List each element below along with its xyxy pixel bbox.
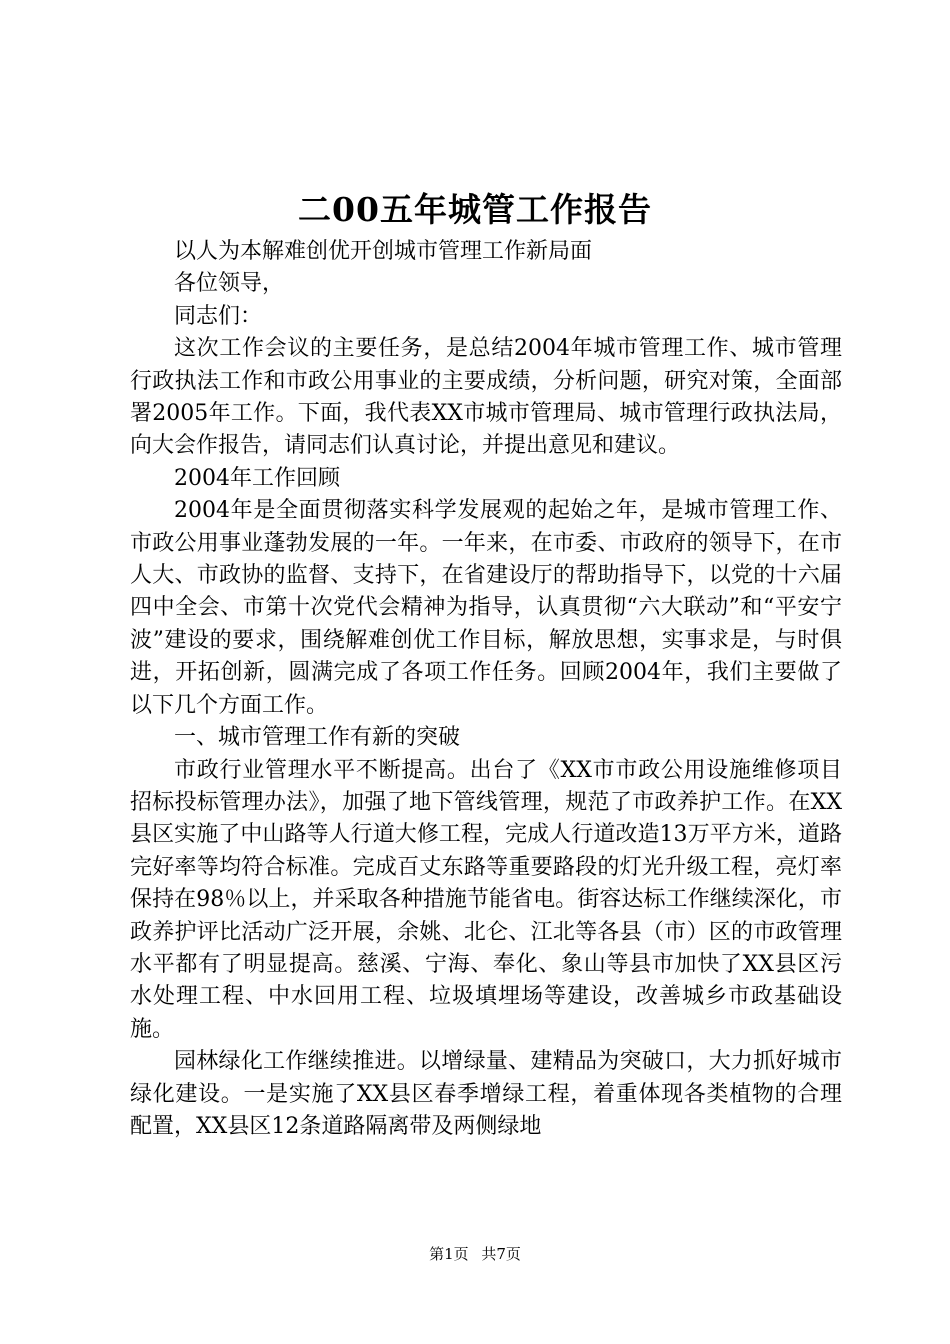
subtitle-paragraph: 以人为本解难创优开创城市管理工作新局面	[174, 239, 593, 264]
salutation-comrades: 同志们：	[174, 303, 263, 329]
body-paragraph: 园林绿化工作继续推进。以增绿量、建精品为突破口，大力抓好城市绿化建设。一是实施了XX县区春季增绿工程，着重体现各类植物的合理配置，XX县区12条道路隔离带及两侧绿地	[130, 1049, 842, 1139]
document-body	[130, 236, 842, 1143]
page-total: 共7页	[481, 1245, 521, 1263]
body-paragraph: 2004年是全面贯彻落实科学发展观的起始之年，是城市管理工作、市政公用事业蓬勃发展的一年。一年来，在市委、市政府的领导下，在市人大、市政协的监督、支持下，在省建设厅的帮助指导下，以党的十六届四中全会、市第十次党代会精神为指导，认真贯彻“六大联动”和“平安宁波”建设的要求，围绕解难创优工作目标，解放思想，实事求是，与时俱进，开拓创新，圆满完成了各项工作任务。回顾2004年，我们主要做了以下几个方面工作。	[130, 498, 842, 718]
page-footer	[0, 1243, 950, 1265]
section-heading: 2004年工作回顾	[174, 465, 340, 491]
body-paragraph: 市政行业管理水平不断提高。出台了《XX市市政公用设施维修项目招标投标管理办法》，加强了地下管线管理，规范了市政养护工作。在XX县区实施了中山路等人行道大修工程，完成人行道改造13万平方米，道路完好率等均符合标准。完成百丈东路等重要路段的灯光升级工程，亮灯率保持在98％以上，并采取各种措施节能省电。街容达标工作继续深化，市政养护评比活动广泛开展，余姚、北仑、江北等各县（市）区的市政管理水平都有了明显提高。慈溪、宁海、奉化、象山等县市加快了XX县区污水处理工程、中水回用工程、垃圾填埋场等建设，改善城乡市政基础设施。	[130, 757, 842, 1042]
page-number: 第1页	[429, 1245, 469, 1263]
body-paragraph: 这次工作会议的主要任务，是总结2004年城市管理工作、城市管理行政执法工作和市政公用事业的主要成绩，分析问题，研究对策，全面部署2005年工作。下面，我代表XX市城市管理局、城市管理行政执法局，向大会作报告，请同志们认真讨论，并提出意见和建议。	[130, 336, 842, 459]
salutation-leaders: 各位领导，	[174, 271, 285, 297]
section-heading: 一、城市管理工作有新的突破	[174, 725, 461, 751]
document-title: 二00五年城管工作报告	[298, 190, 652, 229]
